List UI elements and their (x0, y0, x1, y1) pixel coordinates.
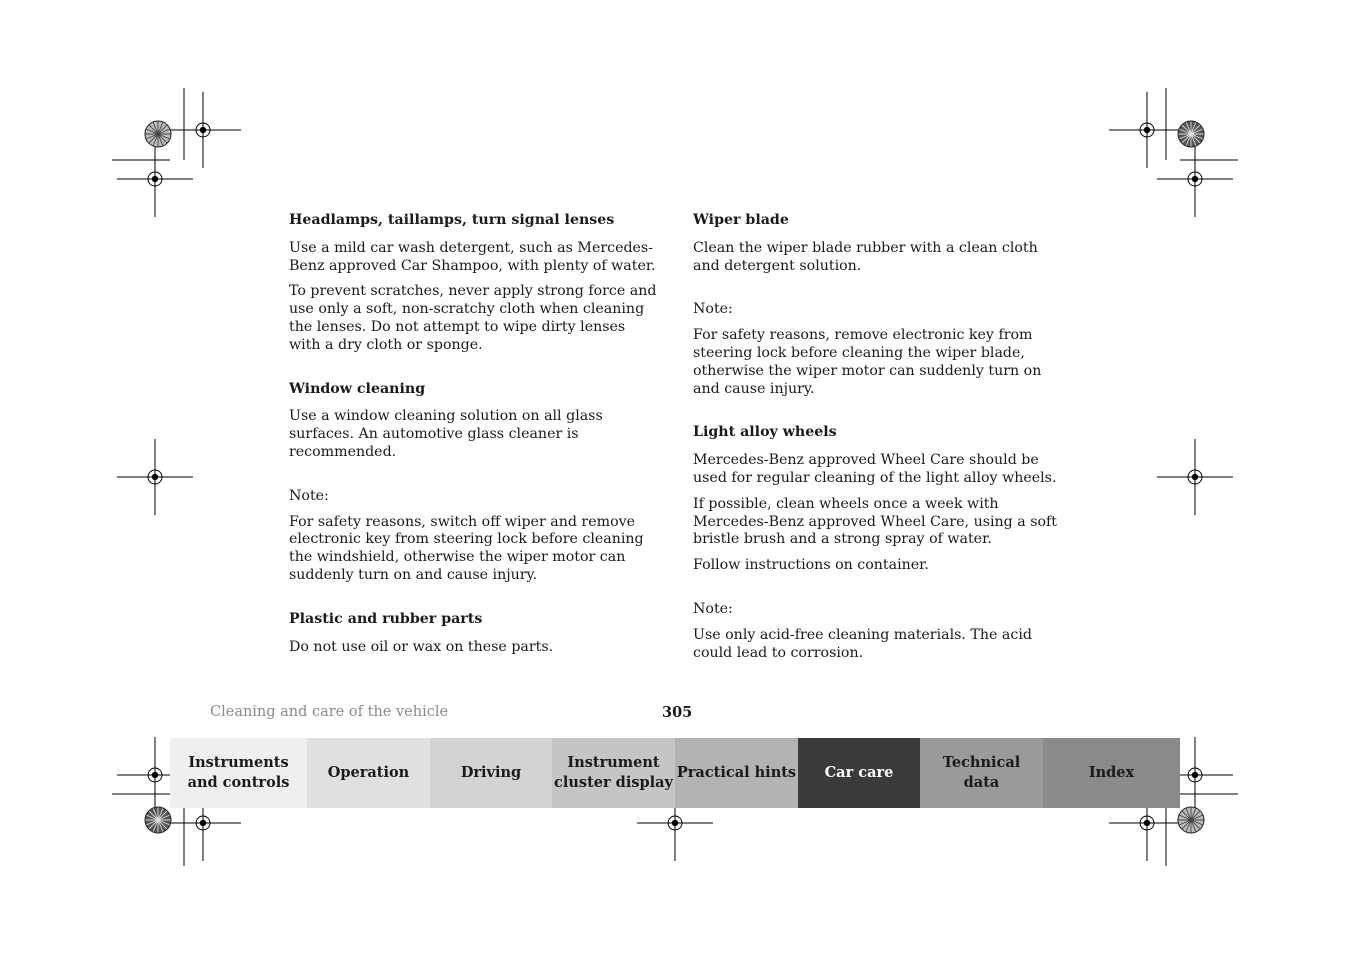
tab-driving[interactable]: Driving (430, 738, 552, 808)
tab-index[interactable]: Index (1043, 738, 1180, 808)
tab-instrument-cluster-display[interactable]: Instrument cluster display (552, 738, 675, 808)
footer-section-title: Cleaning and care of the vehicle (210, 704, 449, 720)
note-text: Use only acid-free cleaning materials. The acid could lead to corrosion. (693, 626, 1032, 661)
section-heading-light-alloy-wheels: Light alloy wheels (693, 424, 837, 441)
left-column (289, 212, 659, 664)
paragraph: Follow instructions on container. (693, 557, 929, 574)
tab-instruments-and-controls[interactable]: Instruments and controls (170, 738, 307, 808)
tab-operation[interactable]: Operation (307, 738, 430, 808)
note-label: Note: (289, 487, 329, 504)
note-label: Note: (693, 600, 733, 617)
paragraph: To prevent scratches, never apply strong force and use only a soft, non-scratchy cloth when cleaning the lenses. Do not attempt to wipe dirty lenses with a dry cloth or sponge. (289, 283, 657, 353)
paragraph: Clean the wiper blade rubber with a clean cloth and detergent solution. (693, 239, 1038, 274)
tab-technical-data[interactable]: Technical data (920, 738, 1043, 808)
note-text: For safety reasons, switch off wiper and remove electronic key from steering lock before cleaning the windshield, otherwise the wiper motor can suddenly turn on and cause injury. (289, 513, 644, 583)
paragraph: Use a window cleaning solution on all glass surfaces. An automotive glass cleaner is recommended. (289, 408, 603, 460)
tab-practical-hints[interactable]: Practical hints (675, 738, 798, 808)
chapter-tab-bar (170, 738, 1180, 808)
tab-car-care[interactable]: Car care (798, 738, 920, 808)
right-column (693, 212, 1063, 670)
note-text: For safety reasons, remove electronic key from steering lock before cleaning the wiper blade, otherwise the wiper motor can suddenly turn on and cause injury. (693, 327, 1042, 397)
page-number: 305 (662, 704, 693, 721)
section-heading-plastic-rubber: Plastic and rubber parts (289, 610, 483, 627)
paragraph: If possible, clean wheels once a week with Mercedes-Benz approved Wheel Care, using a soft bristle brush and a strong spray of water. (693, 495, 1057, 548)
paragraph: Mercedes-Benz approved Wheel Care should be used for regular cleaning of the light alloy wheels. (693, 452, 1057, 486)
paragraph: Do not use oil or wax on these parts. (289, 638, 554, 655)
section-heading-headlamps: Headlamps, taillamps, turn signal lenses (289, 212, 615, 228)
note-label: Note: (693, 301, 733, 318)
paragraph: Use a mild car wash detergent, such as Mercedes-Benz approved Car Shampoo, with plenty of water. (289, 239, 656, 274)
section-heading-wiper-blade: Wiper blade (693, 212, 789, 228)
section-heading-window-cleaning: Window cleaning (289, 380, 426, 397)
